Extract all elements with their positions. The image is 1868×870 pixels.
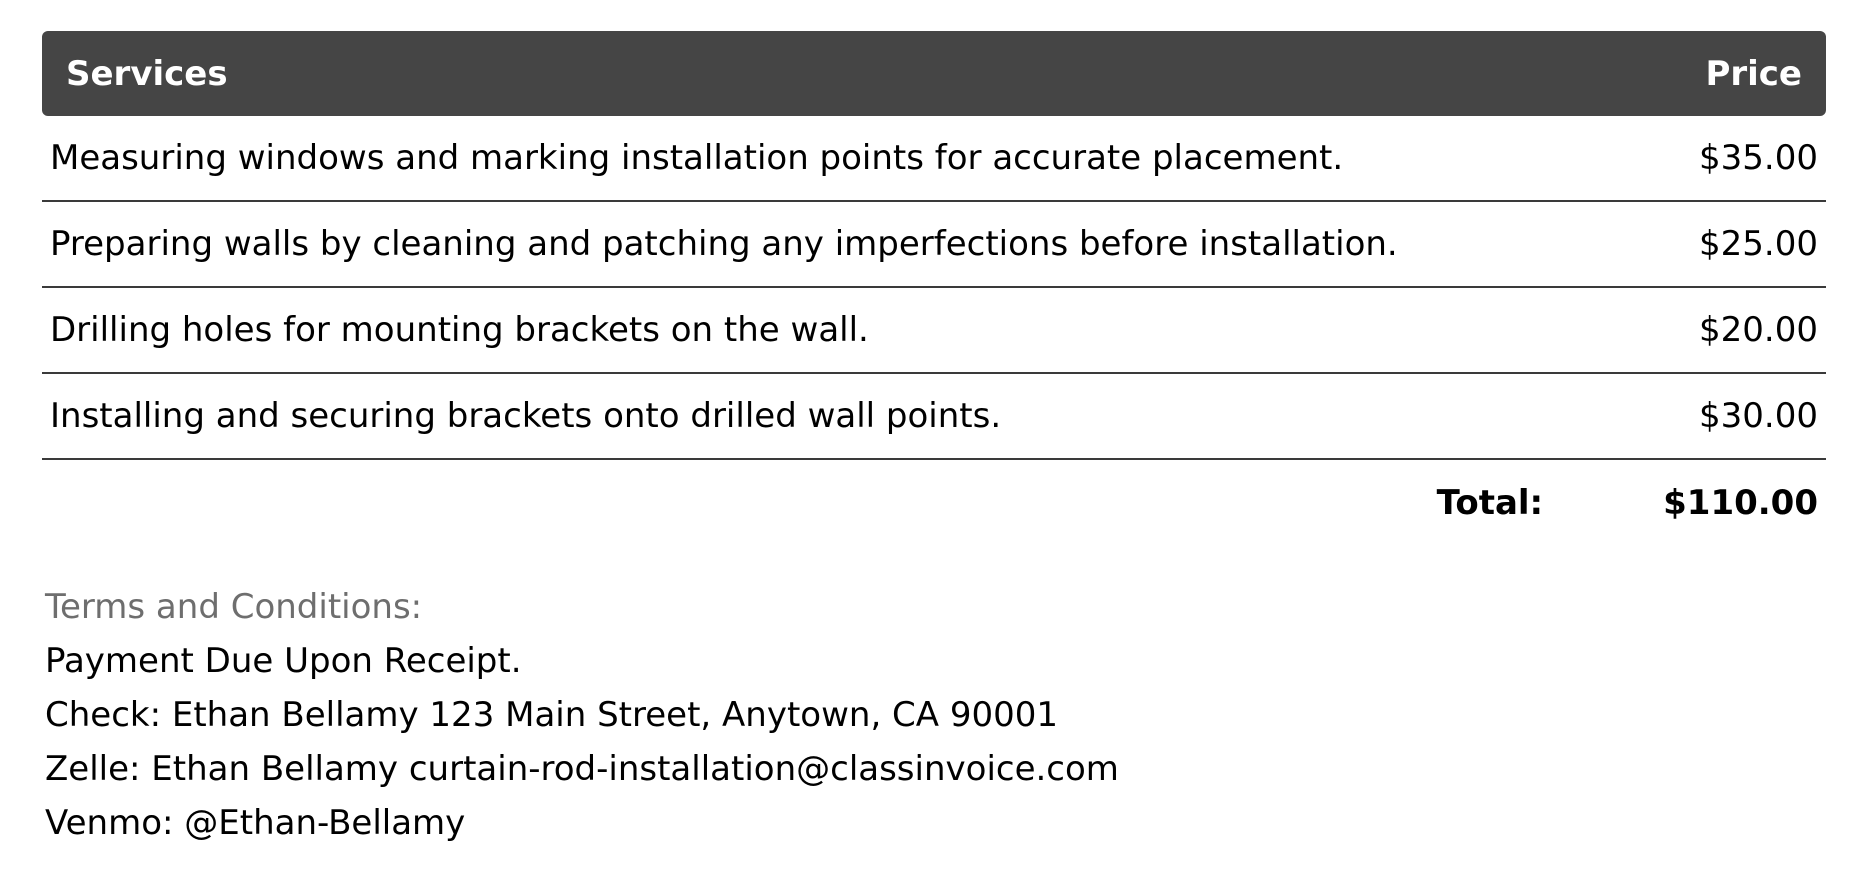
total-value: $110.00 (1663, 483, 1818, 523)
total-label: Total: (1436, 483, 1544, 523)
terms-title: Terms and Conditions: (45, 587, 423, 627)
service-description: Preparing walls by cleaning and patching any imperfections before installation. (50, 224, 1398, 264)
service-price: $35.00 (1699, 138, 1818, 178)
service-description: Drilling holes for mounting brackets on the wall. (50, 310, 869, 350)
table-row (42, 288, 1826, 374)
terms-line-check: Check: Ethan Bellamy 123 Main Street, Anytown, CA 90001 (45, 695, 1059, 735)
terms-section (45, 580, 1119, 850)
table-header (42, 31, 1826, 116)
table-body (42, 116, 1826, 460)
terms-line-zelle: Zelle: Ethan Bellamy curtain-rod-installation@classinvoice.com (45, 749, 1119, 789)
service-description: Measuring windows and marking installation points for accurate placement. (50, 138, 1344, 178)
table-row (42, 116, 1826, 202)
service-price: $20.00 (1699, 310, 1818, 350)
price-column-header: Price (1705, 53, 1802, 94)
service-price: $25.00 (1699, 224, 1818, 264)
terms-line-payment: Payment Due Upon Receipt. (45, 641, 522, 681)
services-column-header: Services (66, 53, 228, 94)
total-row (42, 460, 1826, 546)
services-table (42, 31, 1826, 546)
table-row (42, 202, 1826, 288)
table-row (42, 374, 1826, 460)
terms-line-venmo: Venmo: @Ethan-Bellamy (45, 803, 466, 843)
service-description: Installing and securing brackets onto drilled wall points. (50, 396, 1002, 436)
service-price: $30.00 (1699, 396, 1818, 436)
